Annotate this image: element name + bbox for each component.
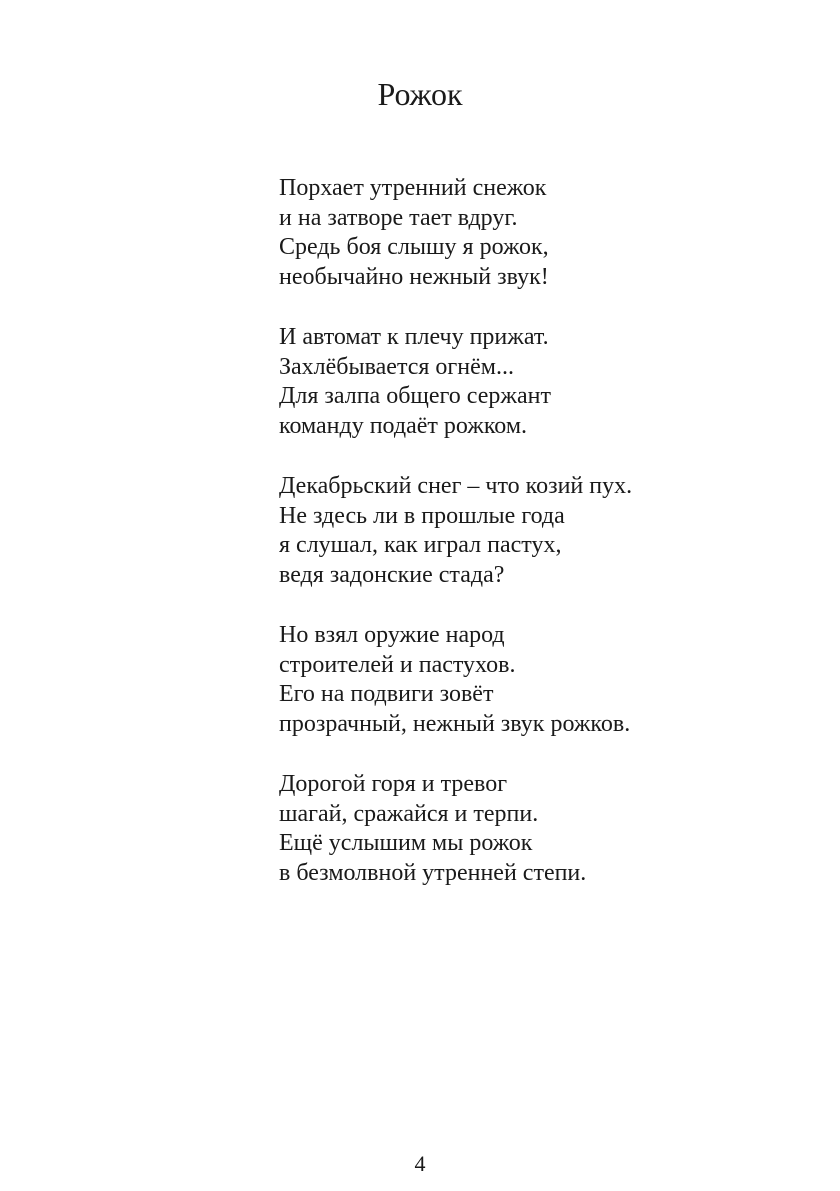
poem-line: Средь боя слышу я рожок,	[279, 234, 549, 260]
poem-line: строителей и пастухов.	[279, 651, 516, 678]
poem-line: Но взял оружие народ	[279, 622, 505, 648]
stanza-5	[279, 770, 799, 888]
stanza-2	[279, 323, 799, 441]
poem-body	[279, 174, 799, 919]
poem-line: шагай, сражайся и терпи.	[279, 800, 539, 827]
page-number: 4	[414, 1151, 426, 1176]
poem-line: и на затворе тает вдруг.	[279, 204, 518, 231]
poem-line: Декабрьский снег – что козий пух.	[279, 473, 633, 499]
poem-line: прозрачный, нежный звук рожков.	[279, 710, 631, 737]
stanza-3	[279, 472, 799, 590]
poem-line: Порхает утренний снежок	[279, 175, 547, 201]
poem-line: Для залпа общего сержант	[279, 383, 551, 409]
poem-line: ведя задонские стада?	[279, 561, 505, 588]
poem-line: Его на подвиги зовёт	[279, 681, 494, 707]
poem-line: Ещё услышим мы рожок	[279, 830, 533, 856]
stanza-4	[279, 621, 799, 739]
poem-line: И автомат к плечу прижат.	[279, 324, 549, 350]
poem-line: Дорогой горя и тревог	[279, 771, 508, 797]
poem-line: Не здесь ли в прошлые года	[279, 502, 565, 529]
poem-line: необычайно нежный звук!	[279, 263, 549, 290]
poem-line: команду подаёт рожком.	[279, 412, 528, 439]
poem-line: я слушал, как играл пастух,	[279, 532, 562, 558]
poem-title: Рожок	[377, 76, 463, 112]
poem-line: в безмолвной утренней степи.	[279, 859, 587, 886]
poem-line: Захлёбывается огнём...	[279, 353, 514, 380]
stanza-1	[279, 174, 799, 292]
